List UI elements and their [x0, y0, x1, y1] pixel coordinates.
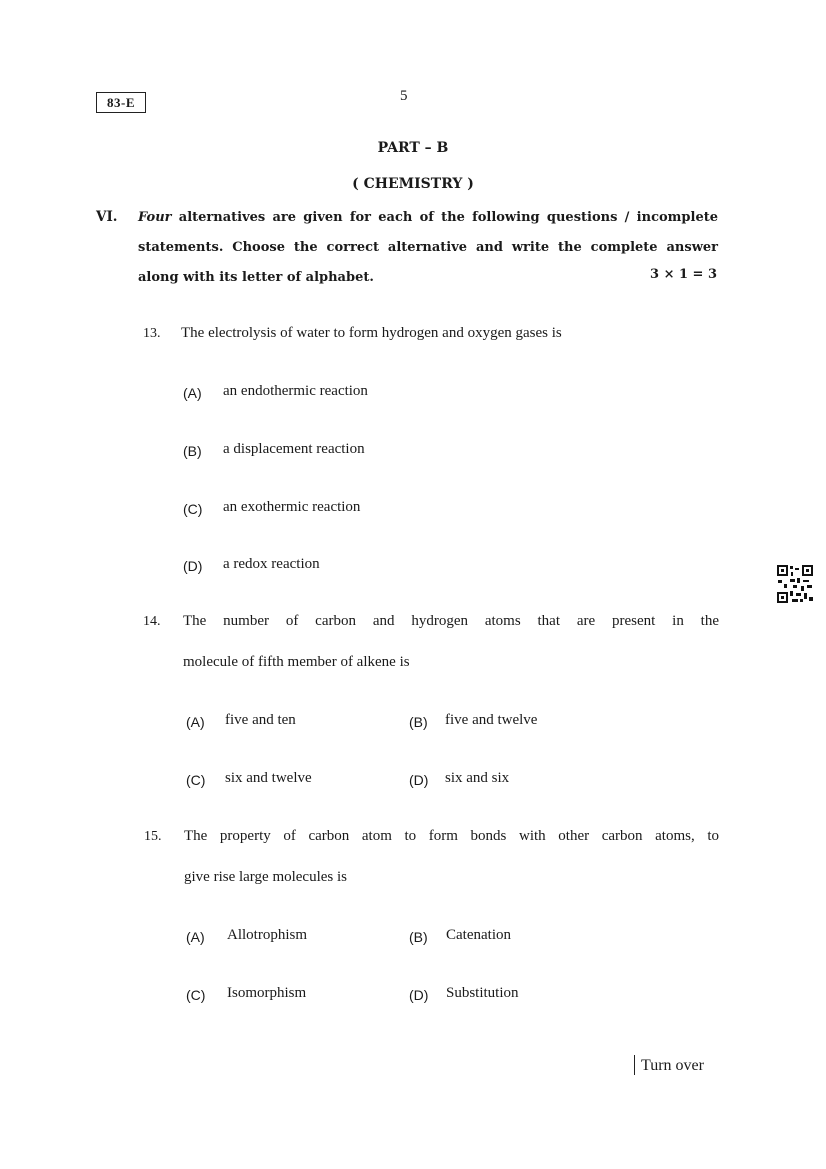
- question-13-text: The electrolysis of water to form hydrogen and oxygen gases is: [181, 325, 562, 341]
- q15-option-d-text: Substitution: [446, 985, 519, 1001]
- q14-option-b-letter: (B): [409, 714, 428, 730]
- paper-code-box: [96, 92, 146, 113]
- bracket-mark: [634, 1055, 635, 1075]
- q15-option-c-text: Isomorphism: [227, 985, 307, 1001]
- q15-option-c-letter: (C): [186, 987, 206, 1003]
- subject-title: ( CHEMISTRY ): [352, 176, 474, 192]
- q15-option-d-letter: (D): [409, 987, 429, 1003]
- question-14-line-1: The number of carbon and hydrogen atoms that are present in the: [183, 613, 719, 629]
- q13-option-b-letter: (B): [183, 443, 202, 459]
- instruction-emphasis: Four: [138, 210, 172, 225]
- q14-option-c-letter: (C): [186, 772, 206, 788]
- q13-option-c-text: an exothermic reaction: [223, 499, 361, 515]
- q13-option-a-letter: (A): [183, 385, 202, 401]
- question-15-line-2: give rise large molecules is: [184, 869, 348, 885]
- q15-option-a-letter: (A): [186, 929, 205, 945]
- instruction-line-3: along with its letter of alphabet.: [138, 270, 374, 285]
- q13-option-c-letter: (C): [183, 501, 203, 517]
- instruction-line-1: Four alternatives are given for each of the following questions / incomplete: [138, 210, 718, 225]
- q13-option-d-letter: (D): [183, 558, 203, 574]
- qr-code: [776, 564, 814, 604]
- question-14-line-2: molecule of fifth member of alkene is: [183, 654, 410, 670]
- turn-over-note: [634, 1055, 704, 1075]
- section-instruction: [138, 203, 718, 293]
- q14-option-d-letter: (D): [409, 772, 429, 788]
- page-number: 5: [400, 88, 408, 104]
- q13-option-b-text: a displacement reaction: [223, 441, 365, 457]
- q14-option-b-text: five and twelve: [445, 712, 538, 728]
- q13-option-a-text: an endothermic reaction: [223, 383, 368, 399]
- section-number: VI.: [96, 209, 118, 225]
- instruction-line-2: statements. Choose the correct alternative and write the complete answer: [138, 240, 718, 255]
- question-14-number: 14.: [143, 614, 161, 629]
- question-15-line-1: The property of carbon atom to form bonds with other carbon atoms, to: [184, 828, 719, 844]
- turn-over-text: Turn over: [641, 1057, 704, 1074]
- q14-option-d-text: six and six: [445, 770, 510, 786]
- q15-option-b-text: Catenation: [446, 927, 511, 943]
- q14-option-a-text: five and ten: [225, 712, 296, 728]
- q14-option-c-text: six and twelve: [225, 770, 312, 786]
- question-13-number: 13.: [143, 326, 161, 341]
- q15-option-a-text: Allotrophism: [227, 927, 308, 943]
- part-title: PART – B: [377, 140, 449, 156]
- q15-option-b-letter: (B): [409, 929, 428, 945]
- q14-option-a-letter: (A): [186, 714, 205, 730]
- q13-option-d-text: a redox reaction: [223, 556, 320, 572]
- question-15-number: 15.: [144, 829, 162, 844]
- section-marks: 3 × 1 = 3: [650, 267, 718, 282]
- paper-code: 83-E: [107, 95, 135, 110]
